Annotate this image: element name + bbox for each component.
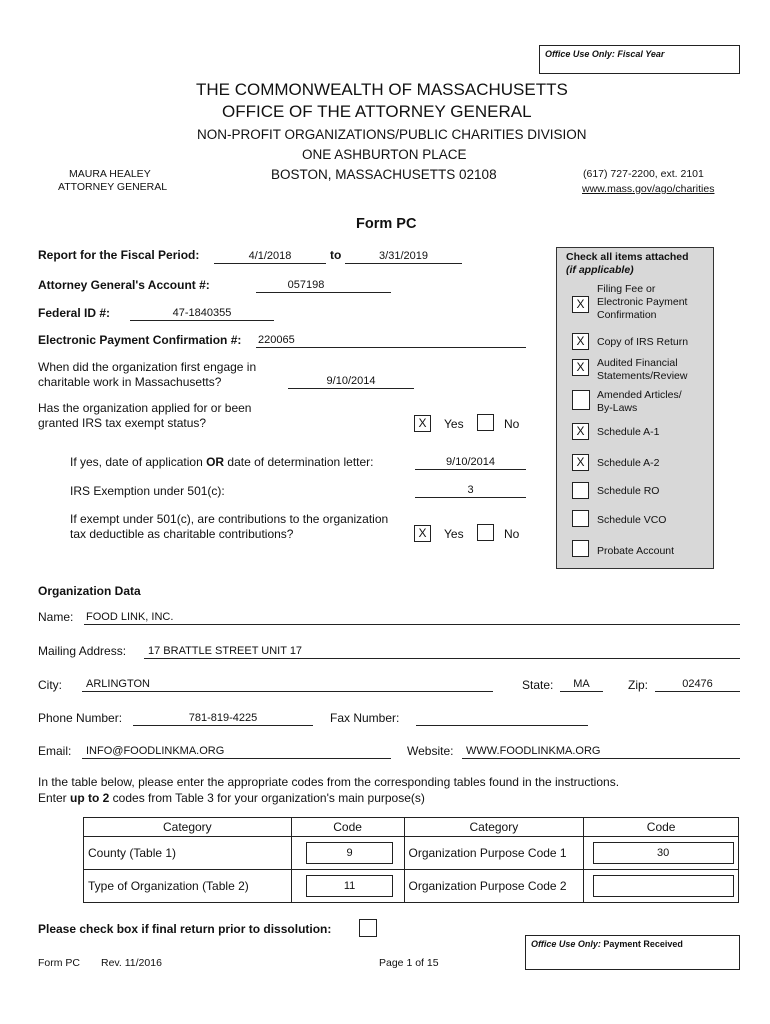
attachments-title: Check all items attached [566, 251, 689, 263]
deductible-q-line2: tax deductible as charitable contributions? [70, 527, 294, 541]
state-field[interactable]: MA [573, 678, 590, 690]
ag-phone: (617) 727-2200, ext. 2101 [583, 168, 704, 180]
attach-irs-return-label: Copy of IRS Return [597, 336, 689, 348]
state-label: State: [522, 678, 554, 692]
instructions-line2: Enter up to 2 codes from Table 3 for your organization's main purpose(s) [38, 791, 425, 805]
website-label: Website: [407, 744, 454, 758]
form-title: Form PC [356, 216, 417, 232]
header-line-3: NON-PROFIT ORGANIZATIONS/PUBLIC CHARITIES DIVISION [197, 127, 587, 142]
attach-schedule-a2-label: Schedule A-2 [597, 457, 660, 469]
office-use-payment-box: Office Use Only: Payment Received [525, 935, 740, 970]
website-field[interactable]: WWW.FOODLINKMA.ORG [466, 745, 601, 757]
attach-amended-checkbox[interactable] [572, 390, 590, 410]
table-row [84, 870, 739, 903]
city-field[interactable]: ARLINGTON [86, 678, 150, 690]
fiscal-start-field[interactable]: 4/1/2018 [248, 250, 292, 262]
mailing-field[interactable]: 17 BRATTLE STREET UNIT 17 [148, 645, 303, 657]
attach-probate-checkbox[interactable] [572, 540, 589, 557]
deductible-yes-checkbox[interactable]: X [414, 525, 431, 542]
dissolution-checkbox[interactable] [359, 919, 377, 937]
fiscal-to-label: to [330, 248, 342, 262]
purpose-code-2-label: Organization Purpose Code 2 [404, 870, 584, 903]
org-type-label: Type of Organization (Table 2) [84, 870, 292, 903]
org-name-field[interactable]: FOOD LINK, INC. [86, 611, 174, 623]
office-use-fiscal-year-box [539, 45, 740, 74]
zip-field[interactable]: 02476 [682, 678, 713, 690]
exempt-q-line1: Has the organization applied for or been [38, 401, 252, 415]
email-label: Email: [38, 744, 72, 758]
federal-id-field[interactable]: 47-1840355 [172, 307, 232, 319]
federal-id-label: Federal ID #: [38, 306, 111, 320]
attachments-panel [556, 247, 714, 569]
instructions-line1: In the table below, please enter the appropriate codes from the corresponding tables found in the instructions. [38, 775, 620, 789]
phone-label: Phone Number: [38, 711, 123, 725]
account-label: Attorney General's Account #: [38, 278, 210, 292]
header-line-1: THE COMMONWEALTH OF MASSACHUSETTS [196, 80, 568, 99]
attach-schedule-ro-checkbox[interactable] [572, 482, 589, 499]
deductible-no-checkbox[interactable] [477, 524, 494, 541]
header-category-2: Category [404, 818, 584, 837]
org-name-label: Name: [38, 610, 74, 624]
attach-schedule-a2-checkbox[interactable]: X [572, 454, 589, 471]
deductible-q-line1: If exempt under 501(c), are contributions to the organization [70, 512, 389, 526]
header-category-1: Category [84, 818, 292, 837]
attach-filing-fee-label: Filing Fee or Electronic Payment Confirmation [597, 283, 688, 321]
exempt-q-line2: granted IRS tax exempt status? [38, 416, 207, 430]
epay-field[interactable]: 220065 [258, 334, 295, 346]
fiscal-end-field[interactable]: 3/31/2019 [379, 250, 428, 262]
dissolution-label: Please check box if final return prior to dissolution: [38, 922, 332, 936]
ag-title: ATTORNEY GENERAL [58, 181, 168, 193]
ag-website[interactable]: www.mass.gov/ago/charities [582, 183, 715, 195]
attach-audited-label: Audited Financial Statements/Review [597, 357, 688, 382]
office-use-fiscal-year-label: Office Use Only: Fiscal Year [545, 49, 665, 59]
attach-schedule-vco-label: Schedule VCO [597, 514, 667, 526]
attach-schedule-ro-label: Schedule RO [597, 485, 660, 497]
header-line-2: OFFICE OF THE ATTORNEY GENERAL [222, 102, 532, 121]
county-code-field[interactable]: 9 [306, 842, 392, 864]
email-field[interactable]: INFO@FOODLINKMA.ORG [86, 745, 225, 757]
attach-schedule-a1-checkbox[interactable]: X [572, 423, 589, 440]
exempt-yes-checkbox[interactable]: X [414, 415, 431, 432]
attach-schedule-a1-label: Schedule A-1 [597, 426, 660, 438]
epay-label: Electronic Payment Confirmation #: [38, 333, 242, 347]
header-code-1: Code [291, 818, 404, 837]
attach-schedule-vco-checkbox[interactable] [572, 510, 589, 527]
org-type-code-field[interactable]: 11 [306, 875, 392, 897]
phone-field[interactable]: 781-819-4225 [188, 712, 258, 724]
mailing-label: Mailing Address: [38, 644, 127, 658]
irs-501-field[interactable]: 3 [467, 484, 474, 496]
header-line-4: ONE ASHBURTON PLACE [302, 147, 467, 162]
purpose-code-1-label: Organization Purpose Code 1 [404, 837, 584, 870]
attach-filing-fee-checkbox[interactable]: X [572, 296, 589, 313]
first-engage-field[interactable]: 9/10/2014 [326, 375, 376, 387]
deductible-yes-label: Yes [444, 527, 464, 541]
codes-table-header [84, 818, 739, 837]
org-data-heading: Organization Data [38, 584, 141, 598]
exempt-yes-label: Yes [444, 417, 464, 431]
date-app-label: If yes, date of application OR date of determination letter: [70, 455, 374, 469]
footer-rev: Rev. 11/2016 [101, 957, 162, 969]
irs-501-label: IRS Exemption under 501(c): [70, 484, 225, 498]
deductible-no-label: No [504, 527, 520, 541]
attach-irs-return-checkbox[interactable]: X [572, 333, 589, 350]
header-code-2: Code [584, 818, 739, 837]
account-field[interactable]: 057198 [287, 279, 325, 291]
exempt-no-label: No [504, 417, 520, 431]
codes-table [83, 817, 739, 903]
county-label: County (Table 1) [84, 837, 292, 870]
exempt-no-checkbox[interactable] [477, 414, 494, 431]
ag-name: MAURA HEALEY [69, 168, 151, 180]
fax-label: Fax Number: [330, 711, 400, 725]
fiscal-period-label: Report for the Fiscal Period: [38, 248, 200, 262]
date-app-field[interactable]: 9/10/2014 [446, 456, 495, 468]
table-row [84, 837, 739, 870]
purpose-code-1-field[interactable]: 30 [593, 842, 734, 864]
city-label: City: [38, 678, 62, 692]
footer-page: Page 1 of 15 [379, 957, 439, 969]
header-line-5: BOSTON, MASSACHUSETTS 02108 [271, 167, 497, 182]
first-engage-q-line2: charitable work in Massachusetts? [38, 375, 222, 389]
zip-label: Zip: [628, 678, 649, 692]
purpose-code-2-field[interactable] [593, 875, 734, 897]
attach-amended-label: Amended Articles/ By-Laws [597, 389, 682, 414]
attachments-subtitle: (if applicable) [566, 264, 634, 276]
attach-audited-checkbox[interactable]: X [572, 359, 589, 376]
footer-form: Form PC [38, 957, 80, 969]
first-engage-q-line1: When did the organization first engage in [38, 360, 257, 374]
attach-probate-label: Probate Account [597, 545, 675, 557]
